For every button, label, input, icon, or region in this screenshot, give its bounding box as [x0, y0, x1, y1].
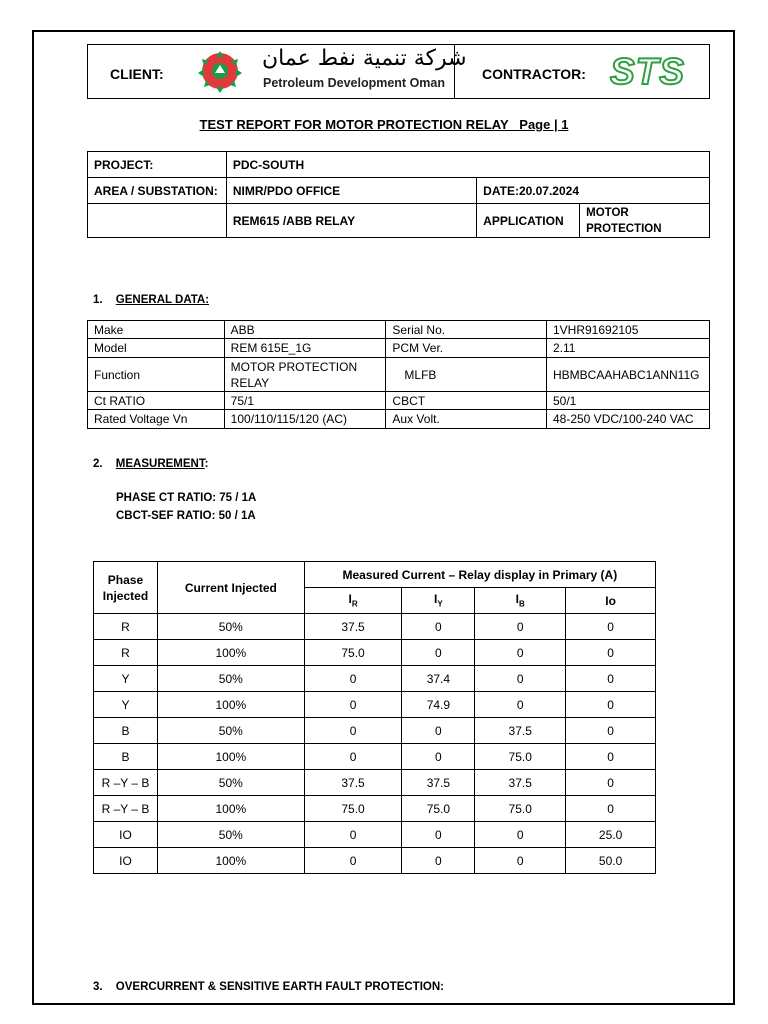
cell: 50% — [157, 822, 304, 848]
table-row — [94, 666, 656, 692]
cell: Serial No. — [386, 321, 547, 339]
project-label: PROJECT: — [88, 152, 227, 178]
cell: 0 — [304, 718, 402, 744]
relay-value: REM615 /ABB RELAY — [226, 204, 476, 238]
pdo-logo-icon — [194, 49, 246, 93]
section-1-heading — [93, 294, 209, 306]
section-2-colon: : — [204, 458, 209, 470]
table-row — [94, 822, 656, 848]
section-1-title: GENERAL DATA: — [115, 294, 210, 306]
cell: HBMBCAAHABC1ANN11G — [546, 358, 709, 392]
cell: 0 — [566, 770, 656, 796]
cell: 0 — [304, 692, 402, 718]
table-row — [94, 744, 656, 770]
cell: 74.9 — [402, 692, 475, 718]
cell: 37.4 — [402, 666, 475, 692]
cell: MOTOR PROTECTION RELAY — [224, 358, 386, 392]
cell: 0 — [304, 666, 402, 692]
cell: 25.0 — [566, 822, 656, 848]
table-row — [88, 392, 710, 410]
cell: MLFB — [386, 358, 547, 392]
iy-header: $I_Y$ — [402, 588, 475, 614]
cell: ABB — [224, 321, 386, 339]
cell: 0 — [475, 692, 566, 718]
table-row — [94, 718, 656, 744]
table-row — [94, 848, 656, 874]
cell: 0 — [402, 744, 475, 770]
cell: IO — [94, 848, 158, 874]
cell: 0 — [566, 640, 656, 666]
cell: 0 — [402, 822, 475, 848]
cell: 48-250 VDC/100-240 VAC — [546, 410, 709, 429]
measured-current-header: Measured Current – Relay display in Primary (A) — [304, 562, 655, 588]
general-data-table — [87, 320, 710, 429]
cell: 0 — [304, 848, 402, 874]
table-row — [88, 321, 710, 339]
empty-cell — [88, 204, 227, 238]
cell: 0 — [475, 666, 566, 692]
table-row — [94, 692, 656, 718]
cell: PCM Ver. — [386, 339, 547, 358]
cell: 2.11 — [546, 339, 709, 358]
cell: Rated Voltage Vn — [88, 410, 225, 429]
pdo-logo-english: Petroleum Development Oman — [263, 76, 445, 90]
project-info-table — [87, 151, 710, 238]
cell: 100% — [157, 692, 304, 718]
section-3-heading — [93, 981, 444, 993]
cbct-ratio: CBCT-SEF RATIO: 50 / 1A — [116, 510, 256, 522]
contractor-label: CONTRACTOR: — [482, 66, 586, 82]
cell: Y — [94, 666, 158, 692]
cell: Y — [94, 692, 158, 718]
cell: 0 — [402, 640, 475, 666]
section-1-number: 1. — [93, 294, 103, 306]
measurement-rows — [94, 614, 656, 874]
cell: 100% — [157, 640, 304, 666]
cell: 0 — [475, 614, 566, 640]
section-2-heading — [93, 458, 208, 470]
cell: 75.0 — [402, 796, 475, 822]
project-value: PDC-SOUTH — [226, 152, 709, 178]
cell: R –Y – B — [94, 770, 158, 796]
phase-injected-header: Phase Injected — [94, 562, 158, 614]
cell: B — [94, 718, 158, 744]
report-title: TEST REPORT FOR MOTOR PROTECTION RELAY Page | 1 — [199, 117, 569, 132]
cell: R — [94, 614, 158, 640]
area-value: NIMR/PDO OFFICE — [226, 178, 476, 204]
cell: 50/1 — [546, 392, 709, 410]
section-3-number: 3. — [93, 981, 103, 993]
cell: B — [94, 744, 158, 770]
application-value: MOTOR PROTECTION — [580, 204, 710, 238]
cell: Model — [88, 339, 225, 358]
cell: 0 — [402, 848, 475, 874]
cell: 0 — [566, 744, 656, 770]
area-label: AREA / SUBSTATION: — [88, 178, 227, 204]
cell: 75.0 — [475, 796, 566, 822]
ib-header: $I_B$ — [475, 588, 566, 614]
cell: 0 — [402, 614, 475, 640]
cell: 100/110/115/120 (AC) — [224, 410, 386, 429]
cell: Ct RATIO — [88, 392, 225, 410]
cell: 1VHR91692105 — [546, 321, 709, 339]
cell: 0 — [304, 822, 402, 848]
cell: 0 — [566, 718, 656, 744]
table-row — [94, 614, 656, 640]
cell: 37.5 — [475, 770, 566, 796]
table-row — [94, 770, 656, 796]
cell: 37.5 — [304, 614, 402, 640]
cell: R –Y – B — [94, 796, 158, 822]
cell: R — [94, 640, 158, 666]
cell: 100% — [157, 848, 304, 874]
cell: 37.5 — [402, 770, 475, 796]
cell: 0 — [475, 640, 566, 666]
ir-header: $I_R$ — [304, 588, 402, 614]
cell: 50% — [157, 770, 304, 796]
cell: REM 615E_1G — [224, 339, 386, 358]
cell: 50% — [157, 666, 304, 692]
client-label: CLIENT: — [110, 66, 164, 82]
measurement-table — [93, 561, 656, 874]
cell: 0 — [566, 692, 656, 718]
cell: IO — [94, 822, 158, 848]
cell: 0 — [566, 796, 656, 822]
application-label: APPLICATION — [477, 204, 580, 238]
date-value: DATE:20.07.2024 — [477, 178, 710, 204]
cell: 50.0 — [566, 848, 656, 874]
cell: 0 — [475, 848, 566, 874]
cell: 37.5 — [475, 718, 566, 744]
cell: 0 — [566, 666, 656, 692]
table-row — [94, 640, 656, 666]
table-row — [88, 358, 710, 392]
cell: 50% — [157, 718, 304, 744]
cell: 75/1 — [224, 392, 386, 410]
section-2-number: 2. — [93, 458, 103, 470]
cell: 75.0 — [475, 744, 566, 770]
cell: Aux Volt. — [386, 410, 547, 429]
table-row — [94, 796, 656, 822]
table-row — [88, 410, 710, 429]
cell: 0 — [402, 718, 475, 744]
cell: 100% — [157, 796, 304, 822]
pdo-logo-arabic: شركة تنمية نفط عمان — [262, 46, 467, 71]
current-injected-header: Current Injected — [157, 562, 304, 614]
cell: 0 — [566, 614, 656, 640]
cell: Make — [88, 321, 225, 339]
phase-ct-ratio: PHASE CT RATIO: 75 / 1A — [116, 492, 257, 504]
cell: 100% — [157, 744, 304, 770]
cell: 0 — [304, 744, 402, 770]
sts-logo: STS — [610, 51, 685, 92]
cell: 37.5 — [304, 770, 402, 796]
cell: Function — [88, 358, 225, 392]
section-2-title: MEASUREMENT — [115, 458, 205, 470]
cell: CBCT — [386, 392, 547, 410]
cell: 75.0 — [304, 640, 402, 666]
cell: 75.0 — [304, 796, 402, 822]
cell: 0 — [475, 822, 566, 848]
table-row — [88, 339, 710, 358]
cell: 50% — [157, 614, 304, 640]
io-header: Io — [566, 588, 656, 614]
section-3-title: OVERCURRENT & SENSITIVE EARTH FAULT PROTECTION: — [115, 981, 444, 993]
